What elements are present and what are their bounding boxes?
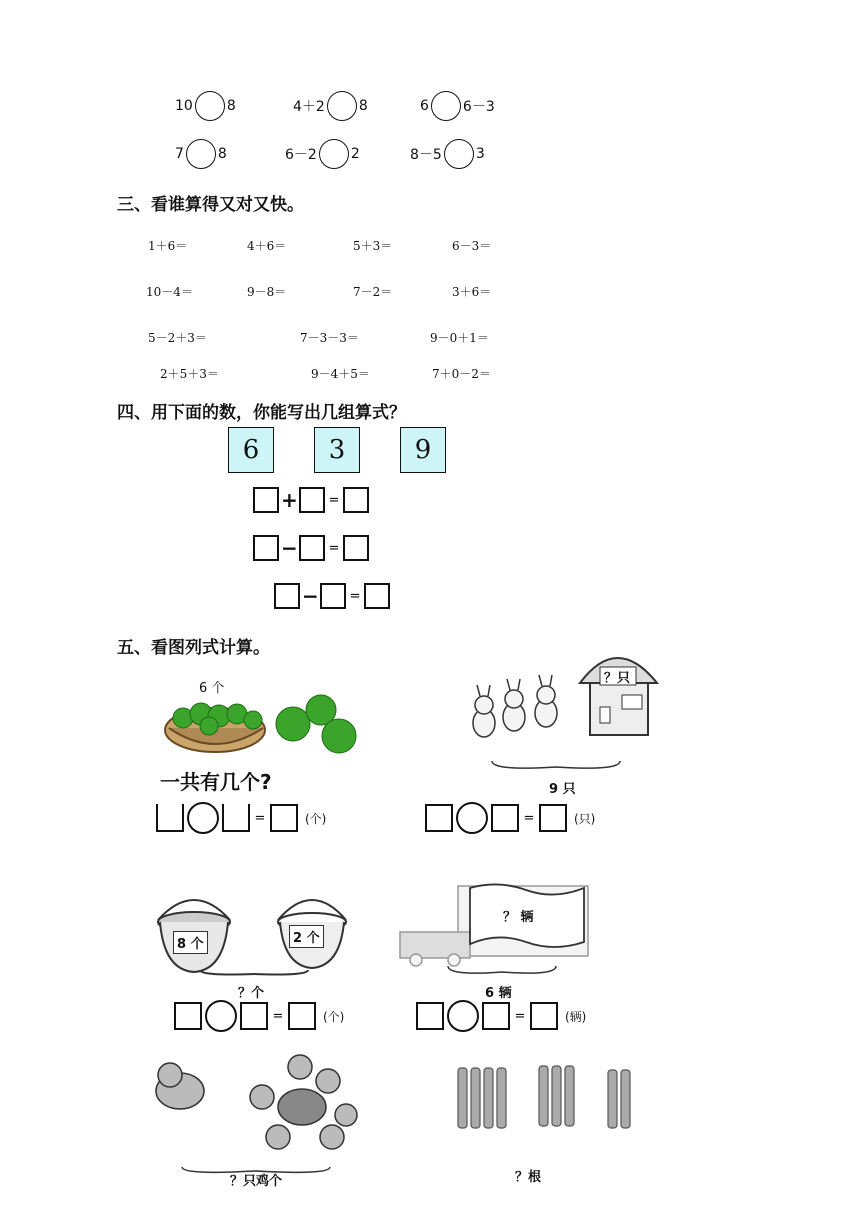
compare-item: 6 6－3 bbox=[420, 91, 495, 121]
calc-item: 7－2＝ bbox=[353, 285, 393, 299]
equation-row: + = bbox=[253, 487, 369, 513]
answer-box[interactable] bbox=[274, 583, 300, 609]
calc-item: 4＋6＝ bbox=[247, 239, 287, 253]
calc-item: 7＋0－2＝ bbox=[432, 367, 491, 381]
calc-item: 3＋6＝ bbox=[452, 285, 492, 299]
calc-item: 5－2＋3＝ bbox=[148, 331, 207, 345]
vehicle-total-label: 6 辆 bbox=[485, 986, 512, 1001]
compare-item: 4＋2 8 bbox=[293, 91, 368, 121]
sticks-question: ？根 bbox=[515, 1170, 542, 1185]
equation-row: = (个) bbox=[174, 1000, 344, 1032]
answer-circle[interactable] bbox=[431, 91, 461, 121]
answer-box[interactable] bbox=[288, 1002, 316, 1030]
basket-1-label: 8 个 bbox=[173, 931, 208, 954]
number-card: 3 bbox=[314, 427, 360, 473]
equation-row: − = bbox=[274, 583, 390, 609]
answer-box[interactable] bbox=[539, 804, 567, 832]
equation-row: = (只) bbox=[425, 802, 595, 834]
house-label: ？只 bbox=[604, 671, 631, 686]
answer-circle[interactable] bbox=[456, 802, 488, 834]
answer-circle[interactable] bbox=[187, 802, 219, 834]
vehicles-image bbox=[398, 880, 598, 980]
basket-question: ？个 bbox=[238, 986, 265, 1001]
vehicle-banner: ？ 辆 bbox=[503, 910, 534, 925]
pepper-basket-image bbox=[163, 690, 368, 760]
compare-item: 6－2 2 bbox=[285, 139, 360, 169]
answer-circle[interactable] bbox=[447, 1000, 479, 1032]
section-5-title: 五、看图列式计算。 bbox=[117, 638, 270, 658]
answer-box[interactable] bbox=[416, 1002, 444, 1030]
number-card: 6 bbox=[228, 427, 274, 473]
chicks-question: ？只鸡个 bbox=[230, 1174, 283, 1189]
answer-box[interactable] bbox=[270, 804, 298, 832]
answer-box[interactable] bbox=[482, 1002, 510, 1030]
compare-item: 10 8 bbox=[175, 91, 236, 121]
calc-item: 6－3＝ bbox=[452, 239, 492, 253]
answer-box[interactable] bbox=[425, 804, 453, 832]
calc-item: 2＋5＋3＝ bbox=[160, 367, 219, 381]
answer-circle[interactable] bbox=[195, 91, 225, 121]
section-4-title: 四、用下面的数，你能写出几组算式？ bbox=[117, 403, 406, 423]
calc-item: 9－8＝ bbox=[247, 285, 287, 299]
answer-box[interactable] bbox=[174, 1002, 202, 1030]
chicks-image bbox=[150, 1045, 365, 1175]
answer-circle[interactable] bbox=[205, 1000, 237, 1032]
calc-item: 1＋6＝ bbox=[148, 239, 188, 253]
answer-circle[interactable] bbox=[444, 139, 474, 169]
answer-box[interactable] bbox=[253, 535, 279, 561]
calc-item: 7－3－3＝ bbox=[300, 331, 359, 345]
answer-box[interactable] bbox=[343, 487, 369, 513]
number-card: 9 bbox=[400, 427, 446, 473]
answer-box[interactable] bbox=[491, 804, 519, 832]
section-3-title: 三、看谁算得又对又快。 bbox=[117, 195, 304, 215]
equation-row: = (个) bbox=[156, 802, 326, 834]
answer-box[interactable] bbox=[320, 583, 346, 609]
equation-row: = (辆) bbox=[416, 1000, 586, 1032]
answer-box[interactable] bbox=[156, 804, 184, 832]
compare-item: 7 8 bbox=[175, 139, 227, 169]
calc-item: 9－0＋1＝ bbox=[430, 331, 489, 345]
pepper-question: 一共有几个? bbox=[160, 770, 272, 794]
answer-box[interactable] bbox=[530, 1002, 558, 1030]
calc-item: 9－4＋5＝ bbox=[311, 367, 370, 381]
pepper-count-label: 6 个 bbox=[199, 681, 225, 696]
answer-box[interactable] bbox=[299, 535, 325, 561]
answer-circle[interactable] bbox=[319, 139, 349, 169]
answer-circle[interactable] bbox=[327, 91, 357, 121]
answer-box[interactable] bbox=[299, 487, 325, 513]
answer-box[interactable] bbox=[364, 583, 390, 609]
calc-item: 5＋3＝ bbox=[353, 239, 393, 253]
rabbits-house-image bbox=[462, 633, 662, 773]
answer-box[interactable] bbox=[253, 487, 279, 513]
basket-2-label: 2 个 bbox=[289, 925, 324, 948]
compare-item: 8－5 3 bbox=[410, 139, 485, 169]
answer-circle[interactable] bbox=[186, 139, 216, 169]
rabbit-total-label: 9 只 bbox=[549, 782, 576, 797]
answer-box[interactable] bbox=[222, 804, 250, 832]
calc-item: 10－4＝ bbox=[146, 285, 193, 299]
sticks-image bbox=[450, 1062, 640, 1132]
answer-box[interactable] bbox=[240, 1002, 268, 1030]
answer-box[interactable] bbox=[343, 535, 369, 561]
equation-row: − = bbox=[253, 535, 369, 561]
